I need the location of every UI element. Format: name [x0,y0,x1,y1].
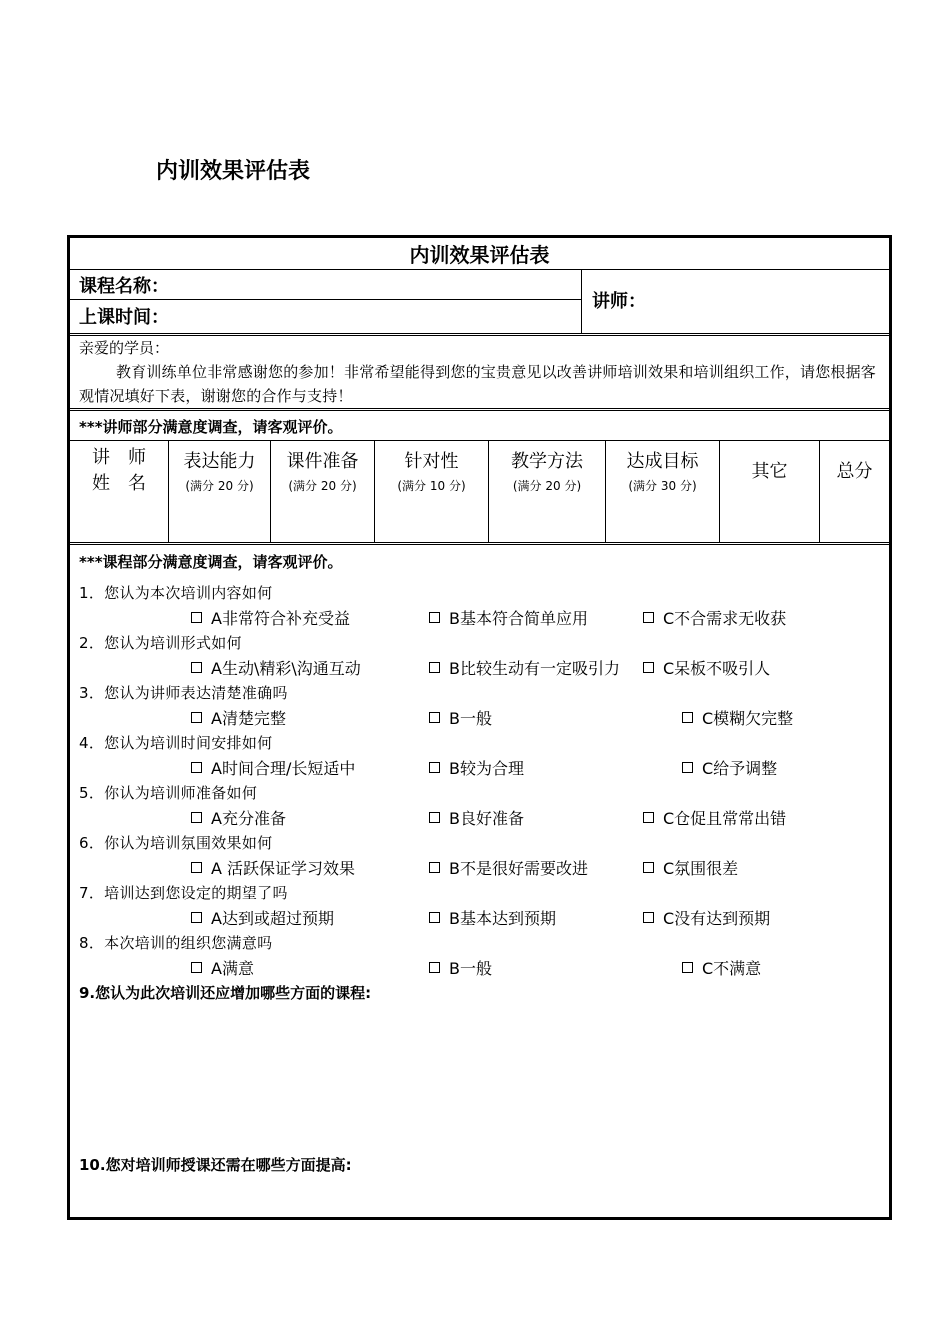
col-relevance-label: 针对性 [404,451,459,472]
col-courseware [271,441,375,543]
teacher-section-title: ***讲师部分满意度调查，请客观评价。 [79,418,343,436]
checkbox-icon[interactable] [429,862,440,873]
col-teaching-method [489,441,606,543]
question-2: 2．您认为培训形式如何 [79,634,242,652]
col-other [720,441,820,543]
course-info-left [70,269,582,333]
open-question-10: 10.您对培训师授课还需在哪些方面提高: [79,1156,352,1174]
checkbox-icon[interactable] [643,662,654,673]
col-teaching-method-sub: (满分 20 分) [512,479,582,493]
col-courseware-sub: (满分 20 分) [288,479,357,493]
course-survey-section [70,546,889,1216]
question-4: 4．您认为培训时间安排如何 [79,734,273,752]
col-goal-label: 达成目标 [626,451,699,472]
checkbox-icon[interactable] [643,912,654,923]
checkbox-icon[interactable] [191,712,202,723]
col-total-label: 总分 [836,461,873,482]
q1-option-b[interactable]: B基本符合简单应用 [429,606,588,629]
course-name-row [70,269,581,300]
q5-option-a[interactable]: A充分准备 [191,806,286,829]
teacher-score-table [70,440,889,543]
checkbox-icon[interactable] [682,762,693,773]
course-name-label: 课程名称： [79,276,169,297]
class-time-label: 上课时间： [79,307,169,328]
col-goal-sub: (满分 30 分) [628,479,697,493]
checkbox-icon[interactable] [429,612,440,623]
teacher-name-line1: 讲师 [92,447,164,468]
q2-option-b[interactable]: B比较生动有一定吸引力 [429,656,620,679]
q3-option-a[interactable]: A清楚完整 [191,706,286,729]
checkbox-icon[interactable] [682,962,693,973]
checkbox-icon[interactable] [682,712,693,723]
form-header: 内训效果评估表 [70,238,889,270]
q4-option-a[interactable]: A时间合理/长短适中 [191,756,355,779]
checkbox-icon[interactable] [191,862,202,873]
lecturer-label: 讲师： [592,291,646,312]
col-courseware-label: 课件准备 [286,451,359,472]
col-expression [169,441,271,543]
greeting-salutation: 亲爱的学员： [79,339,170,357]
teacher-survey-section [70,412,889,545]
q6-option-a[interactable]: A 活跃保证学习效果 [191,856,355,879]
course-info-block [70,269,889,336]
checkbox-icon[interactable] [191,612,202,623]
q8-option-c[interactable]: C不满意 [682,956,761,979]
col-total [820,441,889,543]
question-3: 3．您认为讲师表达清楚准确吗 [79,684,288,702]
open-question-9: 9.您认为此次培训还应增加哪些方面的课程: [79,984,372,1002]
q5-option-c[interactable]: C仓促且常常出错 [643,806,786,829]
document-title: 内训效果评估表 [156,159,311,184]
q1-option-c[interactable]: C不合需求无收获 [643,606,786,629]
question-5: 5．你认为培训师准备如何 [79,784,258,802]
q2-option-a[interactable]: A生动\精彩\沟通互动 [191,656,361,679]
checkbox-icon[interactable] [191,762,202,773]
checkbox-icon[interactable] [643,862,654,873]
q2-option-c[interactable]: C呆板不吸引人 [643,656,770,679]
q8-option-b[interactable]: B一般 [429,956,492,979]
col-goal [606,441,720,543]
course-section-title: ***课程部分满意度调查，请客观评价。 [79,553,343,571]
col-expression-sub: (满分 20 分) [185,479,254,493]
checkbox-icon[interactable] [643,612,654,623]
q7-option-a[interactable]: A达到或超过预期 [191,906,334,929]
question-8: 8．本次培训的组织您满意吗 [79,934,273,952]
question-6: 6．你认为培训氛围效果如何 [79,834,273,852]
q1-option-a[interactable]: A非常符合补充受益 [191,606,350,629]
q7-option-b[interactable]: B基本达到预期 [429,906,556,929]
q8-option-a[interactable]: A满意 [191,956,254,979]
checkbox-icon[interactable] [191,962,202,973]
col-expression-label: 表达能力 [183,451,256,472]
q3-option-c[interactable]: C模糊欠完整 [682,706,793,729]
q7-option-c[interactable]: C没有达到预期 [643,906,770,929]
greeting-intro: 教育训练单位非常感谢您的参加！非常希望能得到您的宝贵意见以改善讲师培训效果和培训组织工作，请您根据客观情况填好下表，谢谢您的合作与支持！ [79,363,877,405]
greeting-block [70,336,889,411]
col-other-label: 其它 [751,461,788,482]
col-teaching-method-label: 教学方法 [511,451,583,472]
checkbox-icon[interactable] [191,662,202,673]
q3-option-b[interactable]: B一般 [429,706,492,729]
q6-option-b[interactable]: B不是很好需要改进 [429,856,588,879]
col-relevance [375,441,489,543]
q5-option-b[interactable]: B良好准备 [429,806,524,829]
question-7: 7．培训达到您设定的期望了吗 [79,884,288,902]
checkbox-icon[interactable] [429,812,440,823]
col-relevance-sub: (满分 10 分) [397,479,466,493]
checkbox-icon[interactable] [429,712,440,723]
checkbox-icon[interactable] [191,912,202,923]
q4-option-c[interactable]: C给予调整 [682,756,777,779]
q6-option-c[interactable]: C氛围很差 [643,856,738,879]
checkbox-icon[interactable] [429,962,440,973]
evaluation-form [67,235,892,1220]
checkbox-icon[interactable] [191,812,202,823]
q4-option-b[interactable]: B较为合理 [429,756,524,779]
col-teacher-name [70,441,169,543]
checkbox-icon[interactable] [429,662,440,673]
checkbox-icon[interactable] [429,912,440,923]
question-1: 1．您认为本次培训内容如何 [79,584,273,602]
checkbox-icon[interactable] [429,762,440,773]
teacher-name-line2: 姓名 [92,473,164,494]
checkbox-icon[interactable] [643,812,654,823]
